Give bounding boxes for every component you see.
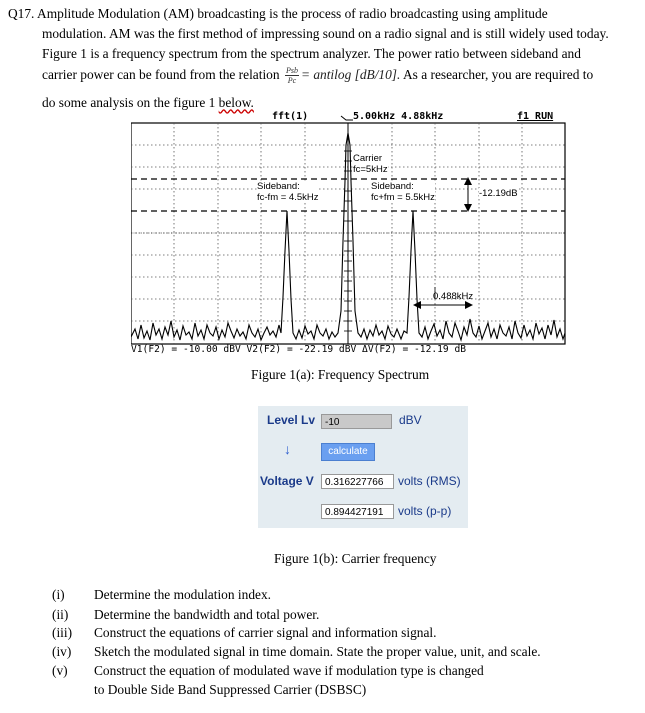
spectrum-analyzer-figure [131, 111, 566, 357]
calculate-button[interactable]: calculate [321, 443, 375, 461]
task-item: (iv) Sketch the modulated signal in time domain. State the proper value, unit, and scale. [52, 644, 541, 659]
sideband-left-label: Sideband: fc-fm = 4.5kHz [257, 181, 319, 203]
spectrum-plot [131, 111, 566, 357]
question-line-4a: carrier power can be found from the relation [42, 67, 280, 82]
level-input[interactable]: -10 [321, 414, 392, 429]
question-line-5b: below. [218, 95, 254, 111]
question-line-1: Amplitude Modulation (AM) broadcasting is the process of radio broadcasting using amplitude [37, 6, 548, 21]
span-label: 0.488kHz [433, 291, 474, 302]
question-line-5a: do some analysis on the figure 1 [42, 95, 216, 111]
question-line-2: modulation. AM was the first method of impressing sound on a radio signal and is still widely used today. [42, 26, 609, 41]
voltage-label: Voltage V [260, 474, 314, 488]
carrier-label: Carrier fc=5kHz [353, 153, 388, 175]
task-item: (v) Construct the equation of modulated wave if modulation type is changed [52, 663, 484, 678]
sideband-right-label: Sideband: fc+fm = 5.5kHz [371, 181, 435, 203]
pp-unit: volts (p-p) [398, 504, 452, 518]
figure-1a-caption: Figure 1(a): Frequency Spectrum [251, 367, 430, 382]
scope-header-left: fft(1) [272, 111, 309, 122]
question-line-4b: As a researcher, you are required to [402, 67, 594, 82]
task-item: (iii) Construct the equations of carrier signal and information signal. [52, 625, 437, 640]
db-difference-label: -12.19dB [479, 188, 518, 199]
rms-value-field[interactable]: 0.316227766 [321, 474, 394, 489]
task-item: (ii) Determine the bandwidth and total power. [52, 607, 320, 622]
pp-value-field[interactable]: 0.894427191 [321, 504, 394, 519]
scope-header-right: f1 RUN [517, 111, 554, 122]
question-line-3: Figure 1 is a frequency spectrum from the spectrum analyzer. The power ratio between sideband and [42, 46, 581, 61]
carrier-calculator-panel [258, 406, 468, 528]
rms-unit: volts (RMS) [398, 474, 461, 488]
down-arrow-icon: ↓ [284, 441, 291, 457]
level-unit: dBV [399, 413, 422, 427]
figure-1b-caption: Figure 1(b): Carrier frequency [274, 551, 437, 566]
antilog-equation: = antilog [dB/10]. [300, 67, 401, 82]
level-label: Level Lv [267, 413, 316, 427]
task-item: to Double Side Band Suppressed Carrier (DSBSC) [94, 682, 367, 697]
question-number: Q17. [8, 6, 35, 21]
scope-footer: V1(F2) = -10.00 dBV V2(F2) = -22.19 dBV ΔV(F2) = -12.19 dB [131, 344, 467, 355]
power-ratio-fraction: $\frac{\text{Psb}}{Pc}$ [285, 66, 298, 86]
question-paragraph [8, 4, 640, 113]
scope-header-mid: 5.00kHz 4.88kHz [353, 111, 444, 122]
task-item: (i) Determine the modulation index. [52, 587, 272, 602]
